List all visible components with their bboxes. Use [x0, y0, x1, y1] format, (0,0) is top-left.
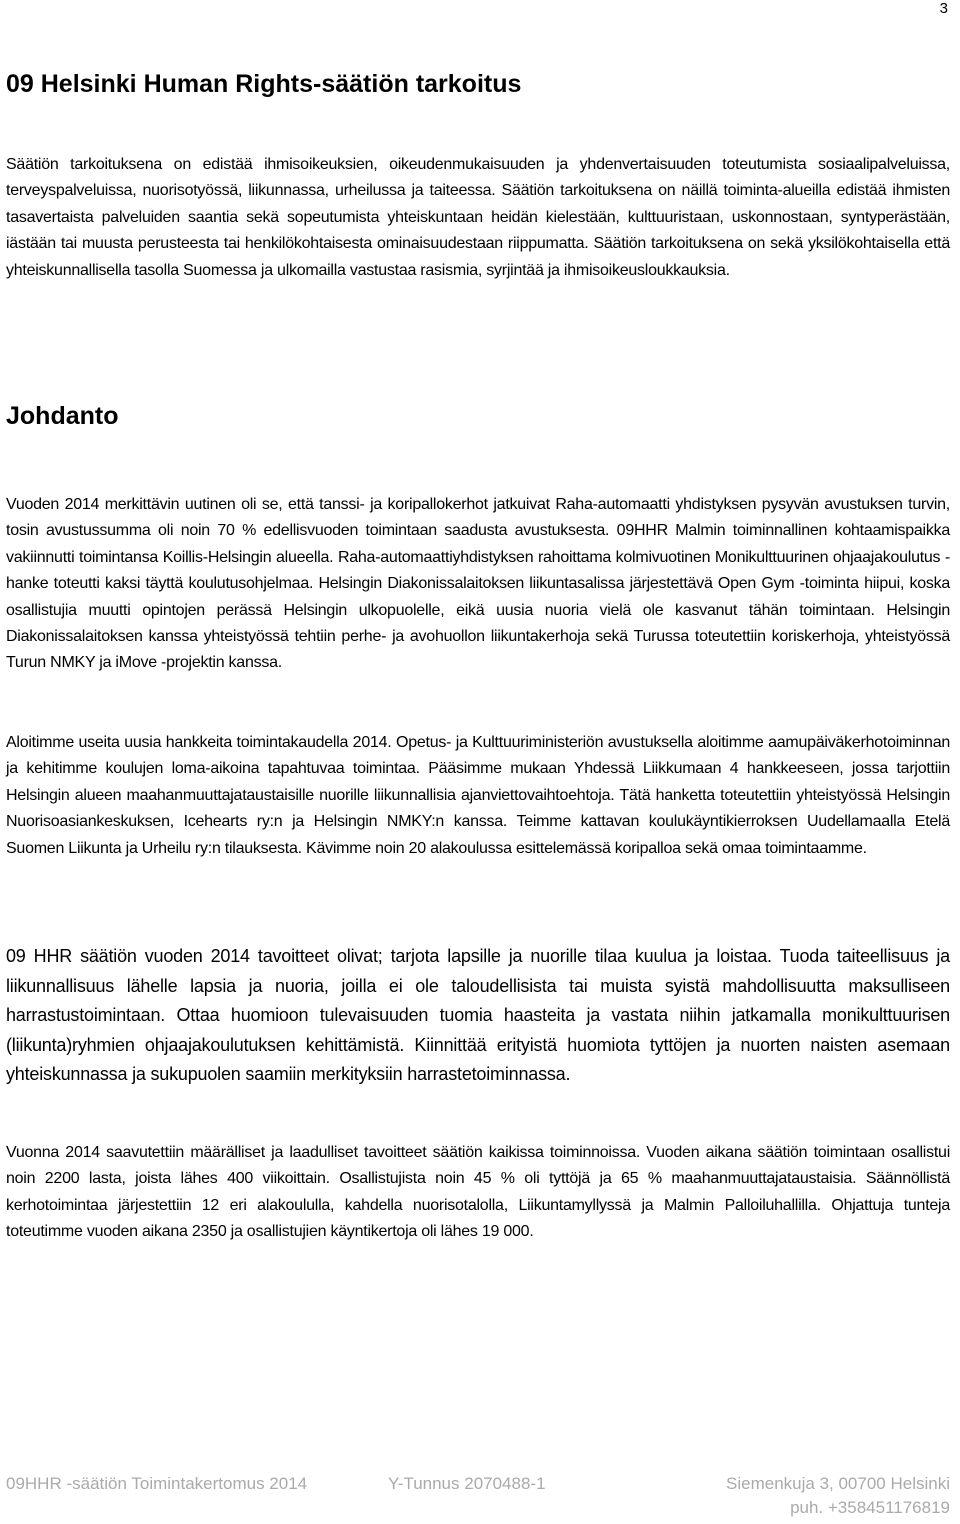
purpose-paragraph: Säätiön tarkoituksena on edistää ihmisoikeuksien, oikeudenmukaisuuden ja yhdenvertaisuuden toteutumista sosiaalipalveluissa, terveyspalveluissa, nuorisotyössä, liikunnassa, urheilussa ja taiteessa. Säätiön tarkoituksena on näillä toiminta-alueilla edistää ihmisten tasavertaista palveluiden saantia sekä sopeutumista yhteiskuntaan heidän kielestään, kulttuuristaan, uskonnostaan, syntyperästään, iästään tai muusta perusteesta tai henkilökohtaisesta ominaisuudestaan riippumatta. Säätiön tarkoituksena on sekä yksilökohtaisella että yhteiskunnallisella tasolla Suomessa ja ulkomailla vastustaa rasismia, syrjintää ja ihmisoikeusloukkauksia. — [6, 156, 950, 279]
footer-address: Siemenkuja 3, 00700 Helsinki — [726, 1474, 950, 1493]
intro-paragraph-2: Aloitimme useita uusia hankkeita toimintakaudella 2014. Opetus- ja Kulttuuriministeriön avustuksella aloitimme aamupäiväkerhotoiminnan ja kehitimme koulujen loma-aikoina tapahtuvaa toimintaa. Pääsimme mukaan Yhdessä Liikkumaan 4 hankkeeseen, jossa tarjottiin Helsingin alueen maahanmuuttajataustaisille nuorille liikunnallisia ajanviettovaihtoehtoja. Tätä hanketta toteutettiin yhteistyössä Helsingin Nuorisoasiankeskuksen, Icehearts ry:n ja Helsingin NMKY:n kanssa. Teimme kattavan koulukäyntikierroksen Uudellamaalla Etelä Suomen Liikunta ja Urheilu ry:n tilauksesta. Kävimme noin 20 alakoulussa esittelemässä koripalloa sekä omaa toimintaamme. — [6, 734, 950, 857]
intro-paragraph-goals: 09 HHR säätiön vuoden 2014 tavoitteet olivat; tarjota lapsille ja nuorille tilaa kuulua ja loistaa. Tuoda taiteellisuus ja liikunnallisuus lähelle lapsia ja nuoria, joilla ei ole taloudellisista tai muista syistä mahdollisuutta maksulliseen harrastustoimintaan. Ottaa huomioon tulevaisuuden tuomia haasteita ja vastata niihin jatkamalla monikulttuurisen (liikunta)ryhmien ohjaajakoulutuksen kehittämistä. Kiinnittää erityistä huomiota tyttöjen ja nuorten naisten asemaan yhteiskunnassa ja sukupuolen saamiin merkityksiin harrastetoiminnassa. — [6, 946, 950, 1084]
footer-report-title: 09HHR -säätiön Toimintakertomus 2014 — [6, 1474, 308, 1493]
footer-phone: puh. +358451176819 — [790, 1498, 950, 1517]
section-title-purpose: 09 Helsinki Human Rights-säätiön tarkoitus — [6, 70, 522, 98]
intro-paragraph-1: Vuoden 2014 merkittävin uutinen oli se, että tanssi- ja koripallokerhot jatkuivat Raha-automaatti yhdistyksen pysyvän avustuksen turvin, tosin avustussumma oli noin 70 % edellisvuoden toimintaan saadusta avustuksesta. 09HHR Malmin toiminnallinen kohtaamispaikka vakiinnutti toimintansa Koillis-Helsingin alueella. Raha-automaattiyhdistyksen rahoittama kolmivuotinen Monikulttuurinen ohjaajakoulutus -hanke toteutti kaksi täyttä koulutusohjelmaa. Helsingin Diakonissalaitoksen liikuntasalissa järjestettävä Open Gym -toiminta hiipui, koska osallistujia muutti opintojen perässä Helsingin ulkopuolelle, eikä uusia nuoria vielä ole kasvanut tähän toimintaan. Helsingin Diakonissalaitoksen kanssa yhteistyössä tehtiin perhe- ja avohuollon liikuntakerhoja sekä Turussa toteutettiin koriskerhoja, yhteistyössä Turun NMKY ja iMove -projektin kanssa. — [6, 496, 950, 672]
intro-paragraph-results: Vuonna 2014 saavutettiin määrälliset ja laadulliset tavoitteet säätiön kaikissa toiminnoissa. Vuoden aikana säätiön toimintaan osallistui noin 2200 lasta, joista lähes 400 viikoittain. Osallistujista noin 45 % oli tyttöjä ja 65 % maahanmuuttajataustaisia. Säännöllistä kerhotoimintaa järjestettiin 12 eri alakoululla, kahdella nuorisotalolla, Liikuntamyllyssä ja Malmin Palloiluhallilla. Ohjattuja tunteja toteutimme vuoden aikana 2350 ja osallistujien käyntikertoja oli lähes 19 000. — [6, 1144, 950, 1241]
footer-business-id: Y-Tunnus 2070488-1 — [388, 1474, 546, 1493]
page-number: 3 — [939, 0, 948, 17]
section-title-introduction: Johdanto — [6, 402, 119, 430]
